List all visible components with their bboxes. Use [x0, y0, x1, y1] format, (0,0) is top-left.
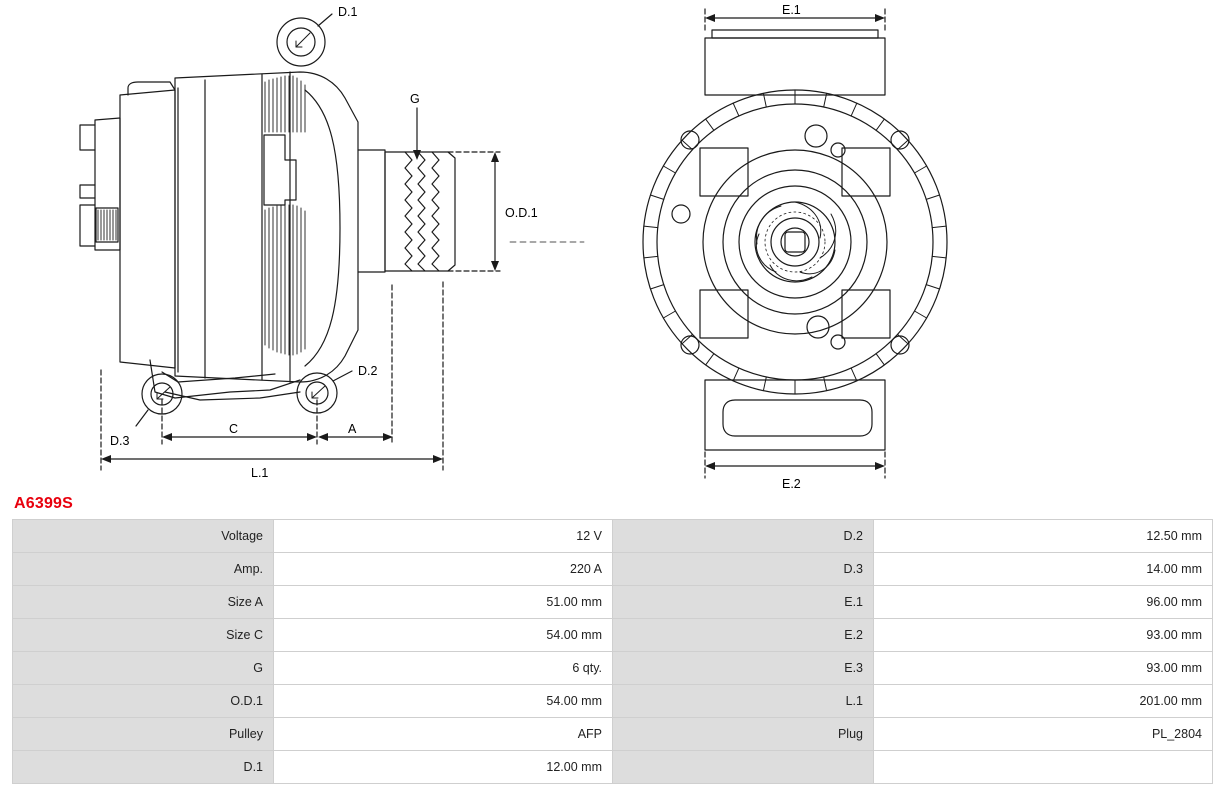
spec-value: 93.00 mm: [874, 652, 1213, 685]
table-row: [13, 751, 1213, 784]
label-e2: E.2: [782, 477, 801, 491]
table-row: [13, 520, 1213, 553]
spec-label: Pulley: [13, 718, 274, 751]
spec-label: E.2: [613, 619, 874, 652]
spec-value: 14.00 mm: [874, 553, 1213, 586]
table-row: [13, 553, 1213, 586]
label-e1: E.1: [782, 3, 801, 17]
spec-label: Size C: [13, 619, 274, 652]
label-c: C: [229, 422, 239, 436]
table-row: [13, 652, 1213, 685]
spec-label: L.1: [613, 685, 874, 718]
spec-value: AFP: [274, 718, 613, 751]
front-view-group: [643, 6, 947, 478]
spec-value: 54.00 mm: [274, 685, 613, 718]
spec-label: D.3: [613, 553, 874, 586]
spec-label: G: [13, 652, 274, 685]
table-row: [13, 685, 1213, 718]
table-row: [13, 718, 1213, 751]
spec-value: 54.00 mm: [274, 619, 613, 652]
label-d3: D.3: [110, 434, 130, 448]
spec-label: O.D.1: [13, 685, 274, 718]
spec-value: 220 A: [274, 553, 613, 586]
spec-label: D.1: [13, 751, 274, 784]
spec-label: E.3: [613, 652, 874, 685]
spec-label: D.2: [613, 520, 874, 553]
spec-label: E.1: [613, 586, 874, 619]
spec-value: 12 V: [274, 520, 613, 553]
spec-value: 93.00 mm: [874, 619, 1213, 652]
spec-value: 51.00 mm: [274, 586, 613, 619]
spec-label: Plug: [613, 718, 874, 751]
spec-value: 201.00 mm: [874, 685, 1213, 718]
label-l1: L.1: [251, 466, 269, 480]
label-od1: O.D.1: [505, 206, 538, 220]
spec-value: PL_2804: [874, 718, 1213, 751]
table-row: [13, 619, 1213, 652]
spec-value: 12.50 mm: [874, 520, 1213, 553]
spec-value: 6 qty.: [274, 652, 613, 685]
label-g: G: [410, 92, 420, 106]
specification-table: [12, 519, 1213, 784]
side-view-group: [80, 14, 584, 470]
spec-value: 96.00 mm: [874, 586, 1213, 619]
spec-label: Voltage: [13, 520, 274, 553]
spec-label: Amp.: [13, 553, 274, 586]
spec-label: Size A: [13, 586, 274, 619]
spec-label-empty: [613, 751, 874, 784]
page-title: A6399S: [14, 495, 74, 512]
spec-value: 12.00 mm: [274, 751, 613, 784]
label-a: A: [348, 422, 357, 436]
label-d1: D.1: [338, 5, 358, 19]
spec-value-empty: [874, 751, 1213, 784]
table-row: [13, 586, 1213, 619]
label-d2: D.2: [358, 364, 378, 378]
